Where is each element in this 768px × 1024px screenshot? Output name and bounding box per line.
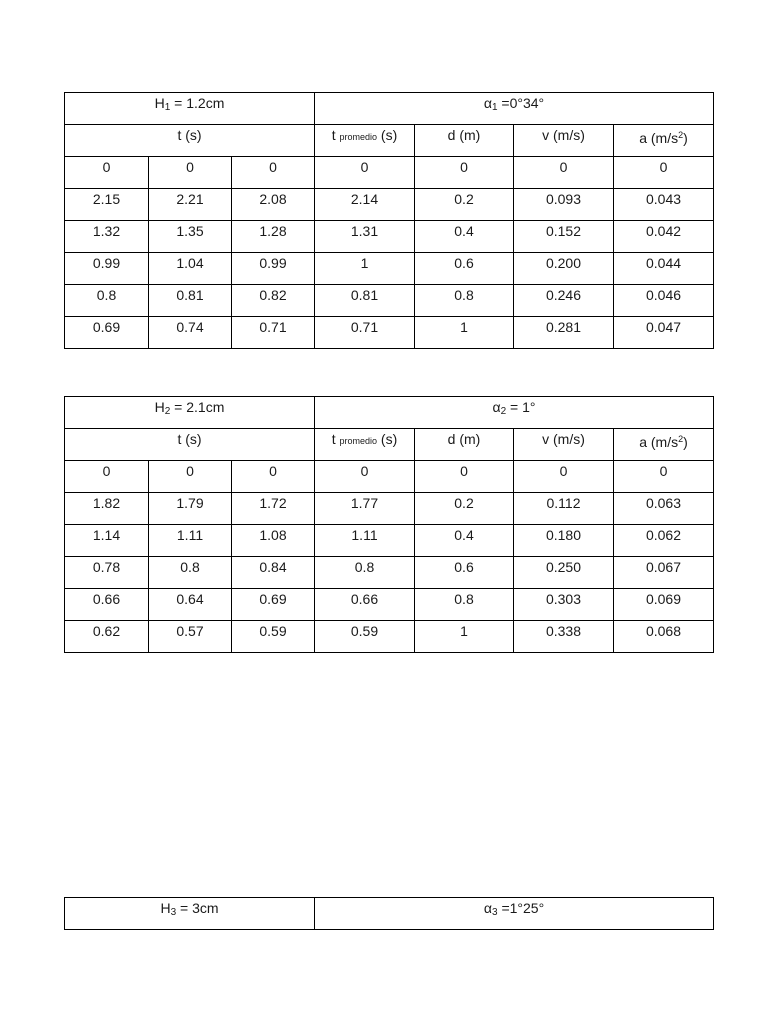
table-cell: 0.043 [614,189,714,221]
table-cell: 0.69 [232,589,315,621]
table-cell: 1.32 [65,221,149,253]
table-cell: 0 [415,157,514,189]
table-row [65,189,714,221]
table-cell: 0.303 [514,589,614,621]
table-cell: 0 [614,461,714,493]
table-cell: 0 [315,157,415,189]
table-cell: 0.062 [614,525,714,557]
table-row [65,493,714,525]
table-cell: 0.112 [514,493,614,525]
table-cell: 0.281 [514,317,614,349]
table-cell: 0.99 [65,253,149,285]
table-cell: 1.28 [232,221,315,253]
data-table-2 [64,396,714,653]
table-cell: 0.82 [232,285,315,317]
height-cell: $H_2 = 2.1cm$ [65,397,315,429]
table-cell: 0.71 [315,317,415,349]
table-cell: 0.069 [614,589,714,621]
table-cell: 0.57 [149,621,232,653]
table-row [65,525,714,557]
table-cell: 0.66 [65,589,149,621]
table-row [65,285,714,317]
table-cell: 0.66 [315,589,415,621]
table-cell: 0 [65,157,149,189]
table-cell: 0.200 [514,253,614,285]
table-cell: 2.21 [149,189,232,221]
table-cell: 0.2 [415,189,514,221]
height-cell: $H_1 = 1.2cm$ [65,93,315,125]
table-cell: 0.8 [315,557,415,589]
header-velocity: v (m/s) [514,125,614,157]
header-time: t (s) [65,429,315,461]
table-cell: 0.78 [65,557,149,589]
table-cell: 0.84 [232,557,315,589]
table-header-row [65,125,714,157]
table-cell: 1.72 [232,493,315,525]
table-cell: 0.6 [415,557,514,589]
table-cell: 0 [149,461,232,493]
table-cell: 1.82 [65,493,149,525]
table-row [65,157,714,189]
header-time-average: t promedio (s) [315,429,415,461]
table-title-row [65,397,714,429]
header-acceleration: a $(m/s^2)$ [614,429,714,461]
table-cell: 0.093 [514,189,614,221]
data-table-1 [64,92,714,349]
table-cell: 1.08 [232,525,315,557]
table-cell: 2.14 [315,189,415,221]
table-cell: 1.11 [149,525,232,557]
table-cell: 0.047 [614,317,714,349]
table-cell: 0.8 [415,285,514,317]
table-cell: 0.2 [415,493,514,525]
angle-cell: $\alpha_3 =1^\circ 25^\circ$ [315,898,714,930]
table-cell: 1.35 [149,221,232,253]
table-cell: 0 [149,157,232,189]
table-row [65,221,714,253]
table-cell: 1 [315,253,415,285]
table-cell: 1.79 [149,493,232,525]
header-acceleration: a $(m/s^2)$ [614,125,714,157]
header-distance: d (m) [415,429,514,461]
data-table-3 [64,897,714,930]
table-cell: 1 [415,317,514,349]
table-cell: 0.338 [514,621,614,653]
table-cell: 0.4 [415,221,514,253]
header-velocity: v (m/s) [514,429,614,461]
table-cell: 0.62 [65,621,149,653]
table-cell: 1.04 [149,253,232,285]
table-cell: 0.74 [149,317,232,349]
table-cell: 2.08 [232,189,315,221]
header-time-average: t promedio (s) [315,125,415,157]
table-cell: 0.063 [614,493,714,525]
table-row [65,557,714,589]
table-cell: 1.31 [315,221,415,253]
table-cell: 0.59 [232,621,315,653]
table-cell: 0.69 [65,317,149,349]
table-row [65,317,714,349]
table-cell: 0.8 [65,285,149,317]
table-cell: 0 [415,461,514,493]
table-title-row [65,898,714,930]
table-cell: 0.4 [415,525,514,557]
table-row [65,621,714,653]
table-cell: 2.15 [65,189,149,221]
table-cell: 0 [514,157,614,189]
table-cell: 0.81 [149,285,232,317]
table-cell: 0 [315,461,415,493]
table-cell: 0.068 [614,621,714,653]
table-cell: 0.8 [415,589,514,621]
table-cell: 1 [415,621,514,653]
table-cell: 0.152 [514,221,614,253]
table-title-row [65,93,714,125]
table-header-row [65,429,714,461]
table-cell: 0.180 [514,525,614,557]
table-cell: 0 [614,157,714,189]
table-cell: 0 [514,461,614,493]
table-cell: 0.250 [514,557,614,589]
header-time: t (s) [65,125,315,157]
table-cell: 0 [65,461,149,493]
table-cell: 0.6 [415,253,514,285]
table-cell: 1.11 [315,525,415,557]
height-cell: $H_3 = 3cm$ [65,898,315,930]
header-distance: d (m) [415,125,514,157]
table-cell: 0.59 [315,621,415,653]
table-cell: 0.71 [232,317,315,349]
table-cell: 1.14 [65,525,149,557]
table-cell: 0.99 [232,253,315,285]
table-cell: 0 [232,157,315,189]
table-cell: 0.81 [315,285,415,317]
table-cell: 0.046 [614,285,714,317]
table-cell: 0.044 [614,253,714,285]
table-row [65,589,714,621]
table-row [65,461,714,493]
table-cell: 0.64 [149,589,232,621]
table-cell: 0.067 [614,557,714,589]
table-cell: 1.77 [315,493,415,525]
table-row [65,253,714,285]
table-cell: 0.246 [514,285,614,317]
angle-cell: $\alpha_2 = 1^\circ$ [315,397,714,429]
angle-cell: $\alpha_1 =0^\circ 34^\circ$ [315,93,714,125]
table-cell: 0.042 [614,221,714,253]
table-cell: 0 [232,461,315,493]
table-cell: 0.8 [149,557,232,589]
